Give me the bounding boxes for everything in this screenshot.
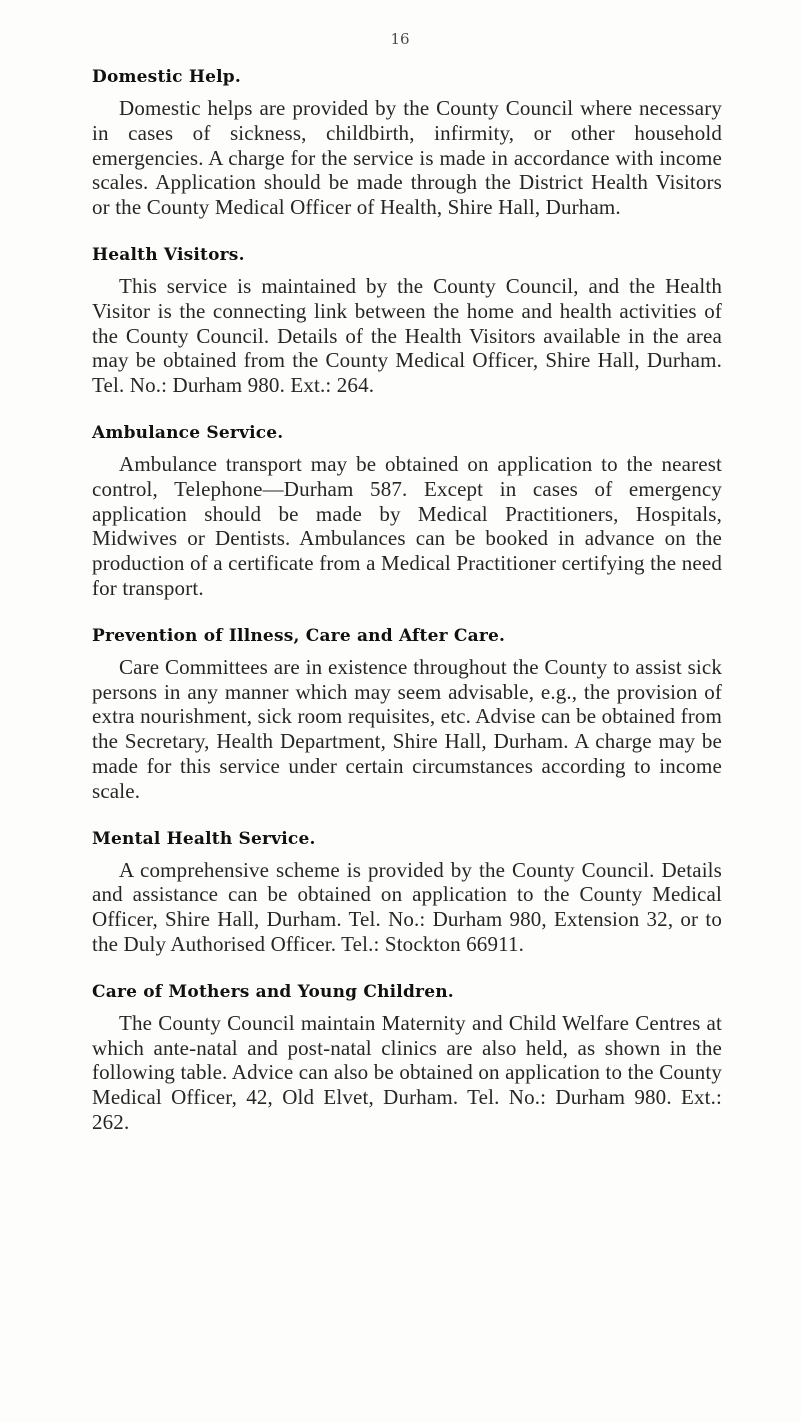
section-heading: Domestic Help. bbox=[92, 67, 241, 87]
page-content bbox=[88, 66, 722, 1159]
section-ambulance-service bbox=[88, 422, 722, 601]
section-care-of-mothers bbox=[88, 981, 722, 1135]
section-domestic-help bbox=[88, 66, 722, 220]
page-number: 16 bbox=[390, 30, 410, 48]
section-heading: Ambulance Service. bbox=[92, 422, 284, 443]
section-heading: Prevention of Illness, Care and After Care. bbox=[92, 625, 506, 646]
section-mental-health-service bbox=[88, 828, 722, 957]
section-paragraph: Care Committees are in existence throughout the County to assist sick persons in any manner which may seem advisable, e.g., the provision of extra nourishment, sick room requisites, etc. Advise can be obtained from the Secretary, Health Department, Shire Hall, Durham. A charge may be made for this service under certain circumstances according to income scale. bbox=[92, 654, 722, 803]
section-heading: Care of Mothers and Young Children. bbox=[92, 981, 454, 1002]
section-paragraph: Ambulance transport may be obtained on application to the nearest control, Telephone—Durham 587. Except in cases of emergency application should be made by Medical Practitioners, Hospitals, Midwives or Dentists. Ambulances can be booked in advance on the production of a certificate from a Medical Practitioner certifying the need for transport. bbox=[92, 451, 722, 600]
section-paragraph: The County Council maintain Maternity and Child Welfare Centres at which ante-natal and post-natal clinics are also held, as shown in the following table. Advice can also be obtained on application to the County Medical Officer, 42, Old Elvet, Durham. Tel. No.: Durham 980. Ext.: 262. bbox=[92, 1010, 722, 1134]
section-paragraph: Domestic helps are provided by the County Council where necessary in cases of sickness, childbirth, infirmity, or other household emergencies. A charge for the service is made in accordance with income scales. Application should be made through the District Health Visitors or the County Medical Officer of Health, Shire Hall, Durham. bbox=[92, 96, 722, 220]
section-paragraph: This service is maintained by the County Council, and the Health Visitor is the connecting link between the home and health activities of the County Council. Details of the Health Visitors available in the area may be obtained from the County Medical Officer, Shire Hall, Durham. Tel. No.: Durham 980. Ext.: 264. bbox=[92, 273, 722, 398]
section-prevention-of-illness bbox=[88, 625, 722, 804]
section-heading: Health Visitors. bbox=[92, 244, 245, 265]
section-heading: Mental Health Service. bbox=[92, 828, 316, 849]
section-health-visitors bbox=[88, 244, 722, 398]
section-paragraph: A comprehensive scheme is provided by the County Council. Details and assistance can be obtained on application to the County Medical Officer, Shire Hall, Durham. Tel. No.: Durham 980, Extension 32, or to the Duly Authorised Officer. Tel.: Stockton 66911. bbox=[92, 857, 722, 956]
